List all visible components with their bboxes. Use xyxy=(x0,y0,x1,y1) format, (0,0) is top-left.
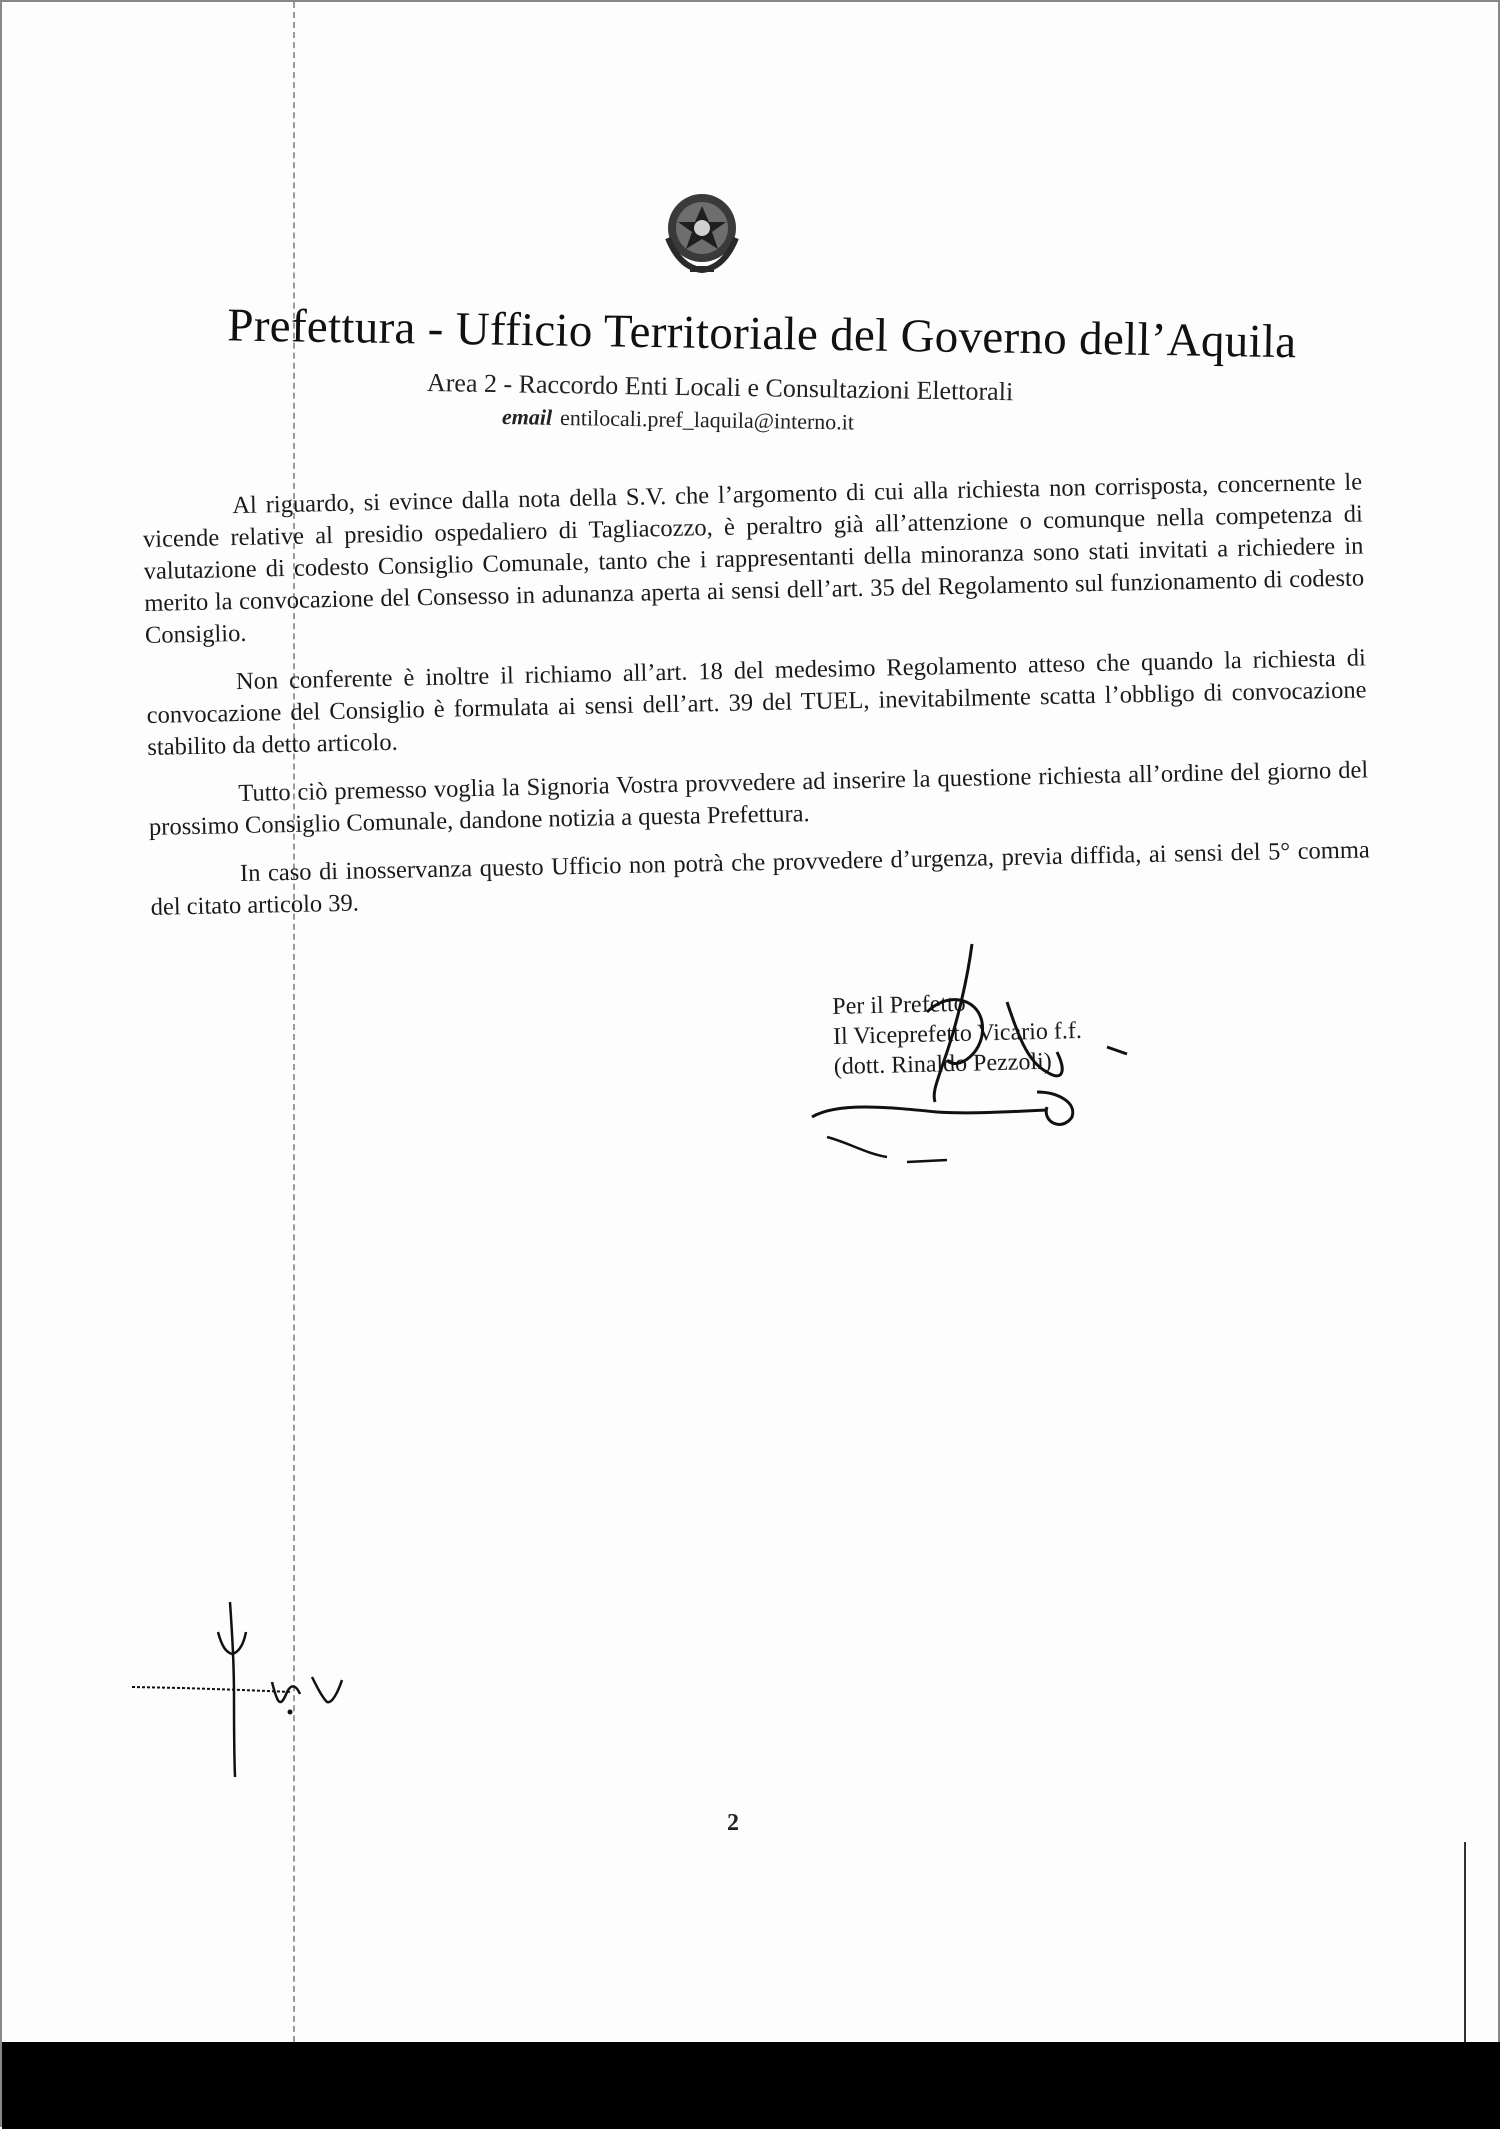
page-title: Prefettura - Ufficio Territoriale del Governo dell’Aquila xyxy=(226,299,1297,369)
handwritten-signature-icon xyxy=(807,942,1187,1172)
scan-edge xyxy=(1464,1842,1466,2042)
scan-bottom-bar xyxy=(2,2042,1500,2129)
header-subtitle: Area 2 - Raccordo Enti Locali e Consultazioni Elettorali xyxy=(426,368,1014,407)
header-email xyxy=(502,404,854,436)
italian-republic-emblem-icon xyxy=(660,188,744,274)
signature-line-2: Il Viceprefetto Vicario f.f. xyxy=(832,1017,1083,1050)
page-number: 2 xyxy=(727,1810,739,1836)
email-label: email xyxy=(501,404,553,430)
email-address: entilocali.pref_laquila@interno.it xyxy=(559,404,855,435)
letter-body xyxy=(142,466,1371,939)
signature-line-1: Per il Prefetto xyxy=(832,990,966,1020)
signature-line-3: (dott. Rinaldo Pezzoli) xyxy=(833,1048,1053,1080)
handwritten-initials-icon xyxy=(122,1592,422,1782)
paragraph: In caso di inosservanza questo Ufficio non potrà che provvedere d’urgenza, previa diffida, ai sensi del 5° comma del citato articolo 39. xyxy=(150,836,1371,921)
paragraph: Non conferente è inoltre il richiamo all’art. 18 del medesimo Regolamento atteso che quando la richiesta di convocazione del Consiglio è formulata ai sensi dell’art. 39 del TUEL, inevitabilmente scatta l’obbligo di convocazione stabilito da detto articolo. xyxy=(146,644,1367,761)
paragraph: Al riguardo, si evince dalla nota della S.V. che l’argomento di cui alla richiesta non corrisposta, concernente le vicende relative al presidio ospedaliero di Tagliacozzo, è peraltro già all’attenzione o comunque nella competenza di valutazione di codesto Consiglio Comunale, tanto che i rappresentanti della minoranza sono stati invitati a richiedere in merito la convocazione del Consesso in adunanza aperta ai sensi dell’art. 35 del Regolamento sul funzionamento di codesto Consiglio. xyxy=(142,468,1365,649)
paragraph: Tutto ciò premesso voglia la Signoria Vostra provvedere ad inserire la questione richiesta all’ordine del giorno del prossimo Consiglio Comunale, dandone notizia a questa Prefettura. xyxy=(148,756,1369,841)
